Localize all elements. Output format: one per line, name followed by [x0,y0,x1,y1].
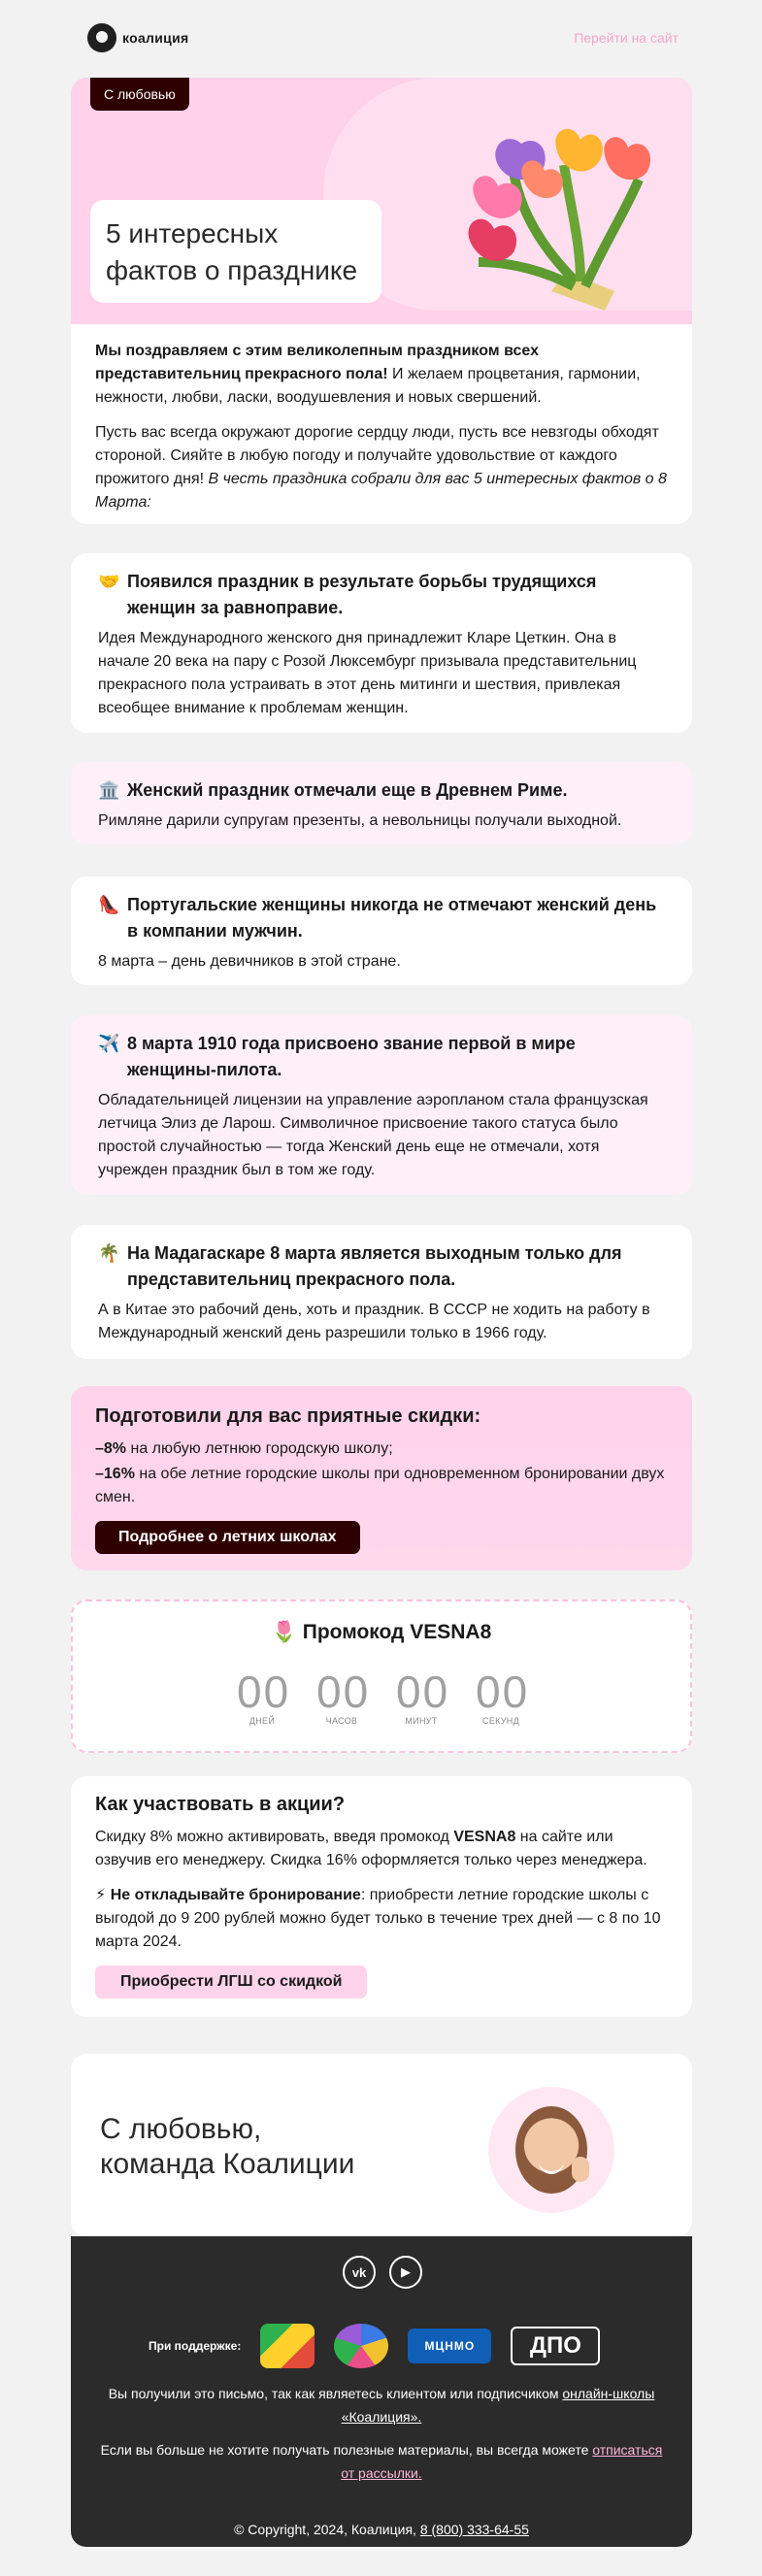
brand-logo-mcnmo: МЦНМО [408,2328,491,2363]
fact-body: Идея Международного женского дня принадлежит Кларе Цеткин. Она в начале 20 века на пару с Розой Люксембург призывала представительниц прекрасного пола устраивать в этот день митинги и шествия, привлекая всеобщее внимание к проблемам женщин. [98,630,637,716]
hero-text-strong: Мы поздравляем с этим великолепным праздником всех представительниц прекрасного пола! [95,343,539,382]
how-text-2: ⚡ Не откладывайте бронирование: приобрести летние городские школы с выгодой до 9 200 рублей можно будет только в течение трех дней — с 8 по 10 марта 2024. [95,1887,661,1950]
fact-body: А в Китае это рабочий день, хоть и праздник. В СССР не ходить на работу в Международный женский день разрешили только в 1966 году. [98,1302,650,1341]
header [0,0,762,78]
fact-body: 8 марта – день девичников в этой стране. [98,953,401,970]
youtube-icon[interactable]: ▶ [389,2256,422,2289]
handshake-icon: 🤝 [98,572,120,591]
promo-line-1: –8% на любую летнюю городскую школу; [95,1440,393,1457]
hero-tag: С любовью [90,78,189,111]
how-title: Как участвовать в акции? [95,1794,346,1815]
phone-link[interactable]: 8 (800) 333-64-55 [419,2522,529,2537]
fact-card-2 [71,762,692,844]
promo-line-2: –16% на обе летние городские школы при одновременном бронировании двух смен. [95,1466,665,1505]
temple-icon: 🏛️ [98,780,120,800]
footer-text [98,2382,665,2494]
promo-timer-card [71,1600,692,1753]
footer-paragraph-1: Вы получили это письмо, так как являетесь клиентом или подписчиком онлайн-школы «Коалиция». [108,2386,655,2425]
hero-text-rest: И желаем процветания, гармонии, нежности, любви, ласки, воодушевления и новых свершений. [95,366,641,406]
tulips-icon [459,126,673,320]
unsubscribe-link[interactable]: отписаться от рассылки. [341,2442,663,2481]
high-heel-icon: 👠 [98,895,120,914]
tulip-icon: 🌷 [271,1621,297,1643]
summer-schools-button[interactable]: Подробнее о летних школах [95,1521,360,1554]
signature-card [71,2054,692,2236]
fact-title: 🤝 Появился праздник в результате борьбы трудящихся женщин за равноправие. [98,569,667,621]
footer [71,2236,692,2547]
logo-text: коалиция [122,30,189,46]
koala-icon [87,23,116,52]
fact-title: 🏛️ Женский праздник отмечали еще в Древнем Риме. [98,777,667,804]
how-text-1: Скидку 8% можно активировать, введя промокод VESNA8 на сайте или озвучив его менеджеру. Скидка 16% оформляется только через менеджера. [95,1829,647,1868]
hero-banner [71,78,692,324]
fact-card-5 [71,1225,692,1359]
promo-card [71,1386,692,1570]
countdown-seconds: 00 СЕКУНД [476,1667,530,1726]
fact-card-3 [71,876,692,985]
hero-text-2-italic: В честь праздника собрали для вас 5 интересных фактов о 8 Марта: [95,471,667,511]
brand-logo-2 [334,2324,388,2368]
how-to-participate-card [71,1776,692,2017]
logo[interactable] [87,23,188,52]
buy-discount-button[interactable]: Приобрести ЛГШ со скидкой [95,1965,367,1998]
hero-card [71,78,692,524]
brand-logo-1 [260,2324,315,2368]
countdown-hours: 00 ЧАСОВ [316,1667,371,1726]
fact-body: Обладательницей лицензии на управление аэропланом стала французская летчица Элиз де Ларош. Символичное присвоение такого статуса было простой случайностью — тогда Женский день еще не отмечали, хотя учрежден праздник был в том же году. [98,1092,648,1178]
signature-text: С любовью, команда Коалиции [100,2113,355,2180]
countdown-days: 00 ДНЕЙ [237,1667,291,1726]
hero-title: 5 интересных фактов о празднике [90,200,381,303]
hero-text-2: Пусть вас всегда окружают дорогие сердцу люди, пусть все невзгоды обходят стороной. Сияйте в любую погоду и получайте удовольствие от каждого прожитого дня! [95,424,659,487]
countdown-minutes: 00 МИНУТ [396,1667,450,1726]
airplane-icon: ✈️ [98,1034,120,1053]
footer-paragraph-2: Если вы больше не хотите получать полезные материалы, вы всегда можете отписаться от рассылки. [100,2442,663,2481]
support-row [149,2324,600,2368]
fact-title: ✈️ 8 марта 1910 года присвоено звание первой в мире женщины-пилота. [98,1031,667,1083]
fact-body: Римляне дарили супругам презенты, а невольницы получали выходной. [98,812,622,829]
support-label: При поддержке: [149,2339,242,2353]
social-links [343,2256,422,2289]
promo-title: Подготовили для вас приятные скидки: [95,1405,481,1427]
fact-title: 👠 Португальские женщины никогда не отмечают женский день в компании мужчин. [98,892,667,944]
hero-text [95,340,673,526]
palm-tree-icon: 🌴 [98,1243,120,1263]
lightning-icon: ⚡ [95,1887,107,1903]
avatar [488,2087,614,2213]
go-to-site-link[interactable]: Перейти на сайт [574,30,679,46]
thumbs-up-icon [572,2157,589,2182]
brand-logo-dpo: ДПО [511,2327,600,2365]
countdown [73,1666,690,1726]
copyright: © Copyright, 2024, Коалиция, 8 (800) 333-64-55 [234,2522,529,2537]
fact-card-1 [71,553,692,733]
promo-code-title: 🌷 Промокод VESNA8 [271,1621,492,1643]
fact-card-4 [71,1015,692,1195]
school-link[interactable]: онлайн-школы «Коалиция». [341,2386,655,2425]
vk-icon[interactable]: vk [343,2256,376,2289]
fact-title: 🌴 На Мадагаскаре 8 марта является выходным только для представительниц прекрасного пола. [98,1240,667,1293]
